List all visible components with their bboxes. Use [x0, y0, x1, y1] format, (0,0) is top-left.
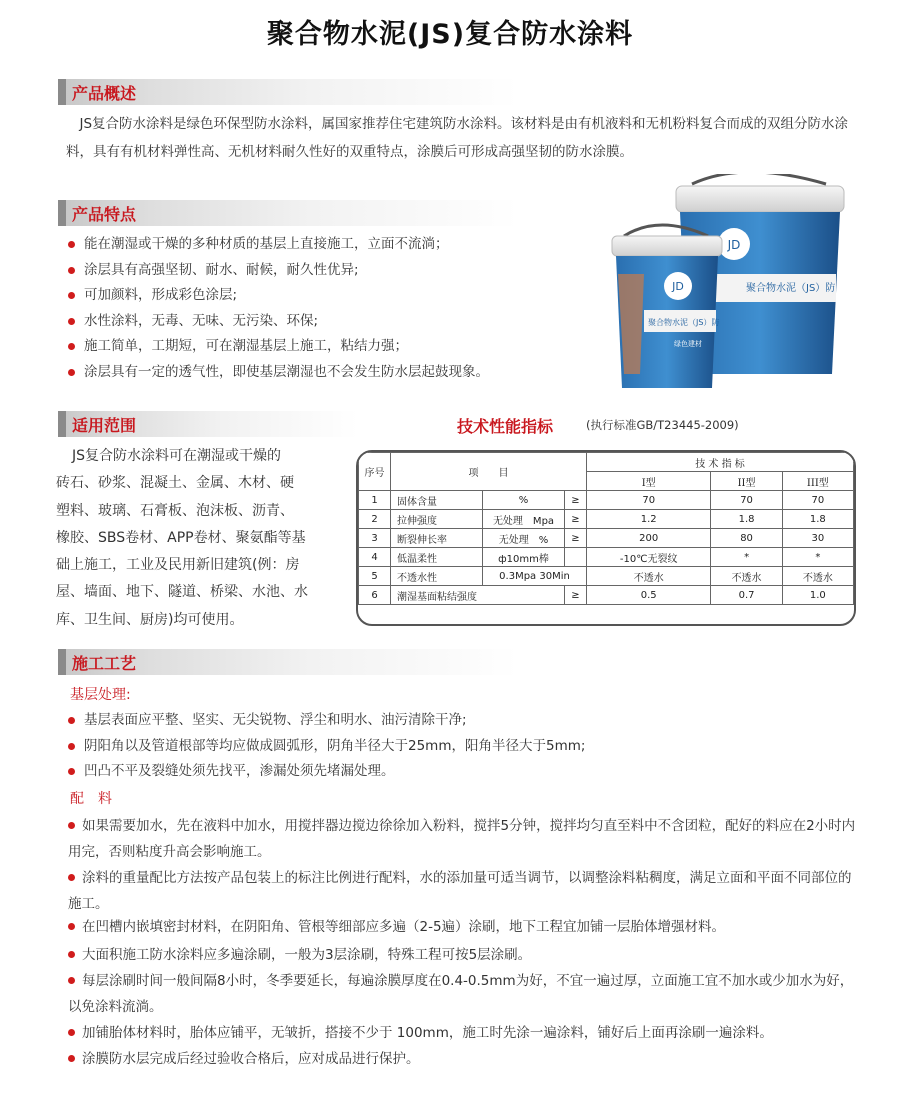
table-row	[359, 510, 854, 529]
bullet-icon	[68, 343, 75, 350]
base-treatment-title: 基层处理:	[70, 687, 131, 703]
table-cell: 70	[587, 491, 711, 510]
table-cell: 3	[359, 529, 391, 548]
heading-bar	[58, 411, 66, 437]
header-item: 项 目	[391, 453, 587, 491]
table-row	[359, 529, 854, 548]
table-cell: *	[711, 548, 782, 567]
mix-paragraph: 大面积施工防水涂料应多遍涂刷，一般为3层涂刷，特殊工程可按5层涂刷。	[68, 942, 858, 968]
bullet-icon	[68, 743, 75, 750]
section-heading-features	[58, 200, 518, 226]
table-row	[359, 567, 854, 586]
bullet-icon	[68, 318, 75, 325]
scope-text	[56, 443, 356, 634]
table-row	[359, 586, 854, 605]
bullet-icon	[68, 717, 75, 724]
table-cell: 80	[711, 529, 782, 548]
table-cell: 无处理 %	[483, 529, 565, 548]
spec-title: 技术性能指标	[457, 417, 554, 436]
header-type3: III型	[782, 472, 853, 491]
table-cell: 1.0	[782, 586, 853, 605]
list-item: 凹凸不平及裂缝处须先找平，渗漏处须先堵漏处理。	[64, 759, 585, 785]
heading-bar	[58, 79, 66, 105]
list-item: 阴阳角以及管道根部等均应做成圆弧形，阴角半径大于25mm，阳角半径大于5mm;	[64, 734, 585, 760]
header-no: 序号	[359, 453, 391, 491]
list-item: 基层表面应平整、坚实、无尖锐物、浮尘和明水、油污清除干净;	[64, 708, 585, 734]
table-row	[359, 491, 854, 510]
mix-paragraph: 涂料的重量配比方法按产品包装上的标注比例进行配料，水的添加量可适当调节，以调整涂料粘稠度，满足立面和平面不同部位的施工。	[68, 870, 852, 912]
table-cell: 不透水	[587, 567, 711, 586]
table-cell	[565, 548, 587, 567]
page-title: 聚合物水泥(JS)复合防水涂料	[266, 19, 634, 50]
spec-standard: (执行标准GB/T23445-2009)	[586, 418, 739, 432]
scope-line: 屋、墙面、地下、隧道、桥梁、水池、水	[56, 584, 308, 601]
table-cell: 70	[782, 491, 853, 510]
bullet-icon	[68, 369, 75, 376]
table-cell: 1.8	[711, 510, 782, 529]
base-treatment-list	[64, 708, 585, 785]
table-cell: 潮湿基面粘结强度	[391, 586, 565, 605]
table-cell: 无处理 Mpa	[483, 510, 565, 529]
bullet-icon	[68, 1029, 75, 1036]
features-list	[64, 232, 489, 385]
section-heading-scope	[58, 411, 358, 437]
list-item: 涂层具有一定的透气性，即使基层潮湿也不会发生防水层起鼓现象。	[64, 360, 489, 386]
table-cell: ф10mm棒	[483, 548, 565, 567]
product-buckets-image	[604, 174, 872, 398]
table-cell: ≥	[565, 491, 587, 510]
table-cell: 断裂伸长率	[391, 529, 483, 548]
heading-label: 适用范围	[72, 416, 137, 435]
svg-text:聚合物水泥（JS）防: 聚合物水泥（JS）防	[648, 318, 720, 327]
table-cell: 1.2	[587, 510, 711, 529]
svg-text:绿色建材: 绿色建材	[674, 340, 702, 348]
bullet-icon	[68, 241, 75, 248]
table-cell: ≥	[565, 510, 587, 529]
table-cell: 200	[587, 529, 711, 548]
mix-paragraph: 每层涂刷时间一般间隔8小时，冬季要延长，每遍涂膜厚度在0.4-0.5mm为好，不宜一遍过厚，立面施工宜不加水或少加水为好，以免涂料流淌。	[68, 973, 854, 1015]
table-cell: 0.5	[587, 586, 711, 605]
scope-line: 础上施工，工业及民用新旧建筑(例：房	[56, 557, 300, 574]
svg-text:JD: JD	[727, 238, 741, 252]
list-item: 涂层具有高强坚韧、耐水、耐候，耐久性优异;	[64, 258, 489, 284]
heading-label: 产品特点	[72, 205, 137, 224]
heading-label: 施工工艺	[72, 654, 137, 673]
scope-line: 库、卫生间、厨房)均可使用。	[56, 611, 244, 628]
table-cell: 不透水性	[391, 567, 483, 586]
section-heading-overview	[58, 79, 518, 105]
bullet-icon	[68, 923, 75, 930]
header-type1: I型	[587, 472, 711, 491]
bullet-icon	[68, 977, 75, 984]
table-cell: 1.8	[782, 510, 853, 529]
section-heading-process	[58, 649, 518, 675]
table-row	[359, 548, 854, 567]
scope-line: 砖石、砂浆、混凝土、金属、木材、硬	[56, 475, 294, 492]
mix-paragraph: 涂膜防水层完成后经过验收合格后，应对成品进行保护。	[68, 1046, 858, 1072]
scope-line: 橡胶、SBS卷材、APP卷材、聚氨酯等基	[56, 529, 306, 546]
bullet-icon	[68, 874, 75, 881]
list-item: 可加颜料，形成彩色涂层;	[64, 283, 489, 309]
table-cell: 1	[359, 491, 391, 510]
list-item: 水性涂料，无毒、无味、无污染、环保;	[64, 309, 489, 335]
table-cell: ≥	[565, 529, 587, 548]
header-group: 技 术 指 标	[587, 453, 854, 472]
bullet-icon	[68, 768, 75, 775]
overview-text: JS复合防水涂料是绿色环保型防水涂料，属国家推荐住宅建筑防水涂料。该材料是由有机液料和无机粉料复合而成的双组分防水涂料，具有有机材料弹性高、无机材料耐久性好的双重特点，涂膜后可形成高强坚韧的防水涂膜。	[66, 116, 849, 160]
table-cell: 不透水	[782, 567, 853, 586]
bullet-icon	[68, 951, 75, 958]
svg-text:聚合物水泥（JS）防: 聚合物水泥（JS）防	[746, 283, 836, 294]
list-item: 能在潮湿或干燥的多种材质的基层上直接施工，立面不流淌；	[64, 232, 489, 258]
scope-line: JS复合防水涂料可在潮湿或干燥的	[72, 448, 282, 464]
table-cell: 低温柔性	[391, 548, 483, 567]
bullet-icon	[68, 1055, 75, 1062]
mix-paragraph: 如果需要加水，先在液料中加水，用搅拌器边搅边徐徐加入粉料，搅拌5分钟，搅拌均匀直至料中不含团粒，配好的料应在2小时内用完，否则粘度升高会影响施工。	[68, 818, 856, 860]
svg-text:JD: JD	[672, 280, 684, 293]
bullet-icon	[68, 292, 75, 299]
table-cell: 2	[359, 510, 391, 529]
table-cell: 0.7	[711, 586, 782, 605]
table-cell: 70	[711, 491, 782, 510]
mixing-title: 配 料	[70, 791, 112, 807]
header-type2: II型	[711, 472, 782, 491]
table-cell: %	[483, 491, 565, 510]
table-cell: 不透水	[711, 567, 782, 586]
table-cell: 4	[359, 548, 391, 567]
table-header-row	[359, 453, 854, 472]
table-cell: 6	[359, 586, 391, 605]
heading-label: 产品概述	[72, 84, 137, 103]
scope-line: 塑料、玻璃、石膏板、泡沫板、沥青、	[56, 502, 294, 519]
table-cell: -10℃无裂纹	[587, 548, 711, 567]
spec-table	[356, 450, 856, 626]
table-cell: 拉伸强度	[391, 510, 483, 529]
table-cell: 30	[782, 529, 853, 548]
heading-bar	[58, 200, 66, 226]
table-cell: 5	[359, 567, 391, 586]
bullet-icon	[68, 267, 75, 274]
mix-paragraph: 加铺胎体材料时，胎体应铺平，无皱折，搭接不少于 100mm，施工时先涂一遍涂料，铺好后上面再涂刷一遍涂料。	[68, 1020, 858, 1046]
table-cell: *	[782, 548, 853, 567]
bullet-icon	[68, 822, 75, 829]
table-cell: 0.3Mpa 30Min	[483, 567, 587, 586]
table-cell: 固体含量	[391, 491, 483, 510]
list-item: 施工简单，工期短，可在潮湿基层上施工，粘结力强；	[64, 334, 489, 360]
mix-paragraph: 在凹槽内嵌填密封材料，在阴阳角、管根等细部应多遍（2-5遍）涂刷，地下工程宜加铺一层胎体增强材料。	[68, 914, 858, 940]
heading-bar	[58, 649, 66, 675]
table-cell: ≥	[565, 586, 587, 605]
